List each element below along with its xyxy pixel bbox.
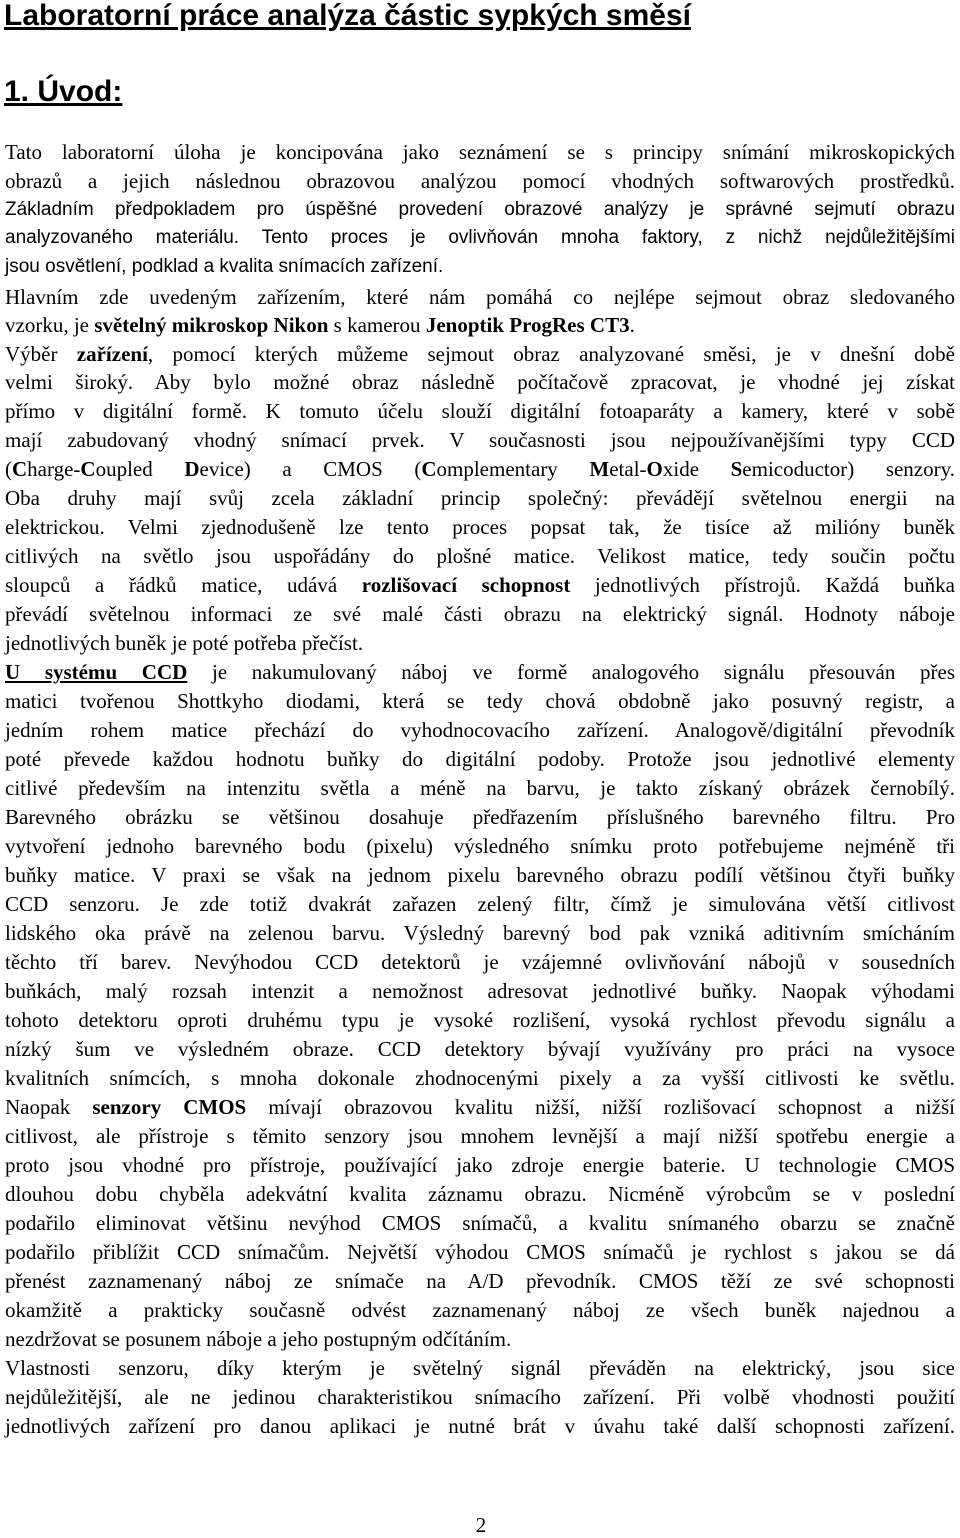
text-line: proto jsou vhodné pro přístroje, používající jako zdroje energie baterie. U technologie CMOS: [5, 1153, 955, 1177]
section-title: Úvod:: [37, 75, 123, 108]
section-heading: [4, 74, 122, 110]
emphasis-text: C: [80, 457, 96, 481]
text-line: podařilo eliminovat většinu nevýhod CMOS snímačů, a kvalitu snímaného obarzu se značně: [5, 1211, 955, 1235]
text-span: sloupců a řádků matice, udává: [5, 573, 338, 597]
text-line: obrazů a jejich následnou obrazovou analýzou pomocí vhodných softwarových prostředků.: [5, 169, 955, 193]
text-line: buňkách, malý rozsah intenzit a nemožnost adresovat jednotlivé buňky. Naopak výhodami: [5, 979, 955, 1003]
text-line: CCD senzoru. Je zde totiž dvakrát zařazen zelený filtr, čímž je simulována větší citlivost: [5, 892, 955, 916]
emphasis-text: S: [730, 457, 743, 481]
text-line: [5, 223, 955, 252]
text-span: xide: [662, 457, 731, 481]
text-span: harge-: [27, 457, 81, 481]
text-line: [5, 658, 955, 687]
text-line: citlivých na světlo jsou uspořádány do plošné matice. Velikost matice, tedy součin počtu: [5, 544, 955, 568]
text-span: s kamerou: [333, 313, 421, 337]
text-line: [5, 311, 955, 340]
emphasis-text: O: [646, 457, 663, 481]
text-line: jednotlivých buněk je poté potřeba přečíst.: [5, 631, 364, 655]
text-span: .: [629, 313, 635, 337]
text-span: Výběr: [5, 342, 58, 366]
text-span: je nakumulovaný náboj ve formě analogového signálu přesouván přes: [211, 660, 955, 684]
text-span: , pomocí kterých můžeme sejmout obraz analyzované směsi, je v dnešní době: [147, 342, 955, 366]
text-line: citlivé především na intenzitu světla a méně na barvu, je takto získaný obrázek černobílý.: [5, 776, 955, 800]
text-line: jednotlivých zařízení pro danou aplikaci je nutné brát v úvahu také další schopnosti zařízení.: [5, 1414, 955, 1438]
text-line: přímo v digitální formě. K tomuto účelu slouží digitální fotoaparáty a kamery, které v sobě: [5, 399, 955, 423]
page-number: 2: [475, 1513, 487, 1537]
text-line: vytvoření jednoho barevného bodu (pixelu) výsledného snímku proto potřebujeme nejméně tři: [5, 834, 955, 858]
text-line: okamžitě a prakticky současně odvést zaznamenaný náboj ze všech buněk najednou a: [5, 1298, 955, 1322]
emphasis-text: M: [589, 457, 610, 481]
text-line: poté převede každou hodnotu buňky do digitální podoby. Protože jsou jednotlivé elementy: [5, 747, 955, 771]
text-line: [5, 1093, 955, 1122]
text-line: [5, 571, 955, 600]
emphasis-text: C: [421, 457, 437, 481]
text-line: podařilo přiblížit CCD snímačům. Největší výhodou CMOS snímačů je rychlost s jakou se dá: [5, 1240, 955, 1264]
text-line: [5, 455, 955, 484]
text-line: Základním předpokladem pro úspěšné provedení obrazové analýzy je správné sejmutí obrazu: [5, 199, 955, 220]
text-span: emicoductor) senzory.: [742, 457, 956, 481]
text-line: Vlastnosti senzoru, díky kterým je světelný signál převáděn na elektrický, jsou sice: [5, 1356, 955, 1380]
text-line: jedním rohem matice přechází do vyhodnocovacího zařízení. Analogově/digitální převodník: [5, 718, 955, 742]
text-line: buňky matice. V praxi se však na jednom pixelu barevného obrazu podílí většinou čtyři buňky: [5, 863, 955, 887]
text-span: Tento proces je ovlivňován mnoha faktory, z nichž nejdůležitějšími: [261, 227, 955, 248]
text-line: přenést zaznamenaný náboj ze snímače na A/D převodník. CMOS těží ze své schopnosti: [5, 1269, 955, 1293]
text-span: velmi široký.: [5, 370, 134, 394]
text-span: etal-: [609, 457, 647, 481]
text-line: nízký šum ve výsledném obraze. CCD detektory bývají využívány pro práci na vysoce: [5, 1037, 955, 1061]
text-line: [5, 340, 955, 369]
text-span: Aby bylo možné obraz následně počítačově zpracovat, je vhodné jej získat: [154, 370, 956, 394]
text-span: Naopak: [5, 1095, 71, 1119]
text-span: analyzovaného materiálu.: [5, 227, 240, 248]
text-line: tohoto detektoru oproti druhému typu je vysoké rozlišení, vysoká rychlost převodu signálu a: [5, 1008, 955, 1032]
text-span: mívají obrazovou kvalitu nižší, nižší rozlišovací schopnost a nižší: [268, 1095, 956, 1119]
emphasis-text: světelný mikroskop Nikon: [94, 313, 329, 337]
text-line: těchto tří barev. Nevýhodou CCD detektorů je vzájemné ovlivňování nábojů v sousedních: [5, 950, 955, 974]
text-line: kvalitních snímcích, s mnoha dokonale zhodnocenými pixely a za vyšší citlivosti ke světlu.: [5, 1066, 955, 1090]
text-line: Hlavním zde uvedeným zařízením, které nám pomáhá co nejlépe sejmout obraz sledovaného: [5, 285, 955, 309]
emphasis-text: zařízení: [76, 342, 148, 366]
text-line: dlouhou dobu chyběla adekvátní kvalita záznamu obrazu. Nicméně výrobcům se v poslední: [5, 1182, 955, 1206]
text-line: nezdržovat se posunem náboje a jeho postupným odčítáním.: [5, 1327, 512, 1351]
text-line: Oba druhy mají svůj zcela základní princip společný: převádějí světelnou energii na: [5, 486, 955, 510]
emphasis-text: senzory CMOS: [92, 1095, 247, 1119]
emphasis-text: D: [184, 457, 200, 481]
text-line: převádí světelnou informaci ze své malé části obrazu na elektrický signál. Hodnoty náboje: [5, 602, 955, 626]
text-span: jednotlivých přístrojů. Každá buňka: [594, 573, 956, 597]
emphasis-text: C: [12, 457, 28, 481]
text-line: matici tvořenou Shottkyho diodami, která se tedy chová obdobně jako posuvný registr, a: [5, 689, 955, 713]
text-span: oupled: [95, 457, 185, 481]
text-span: omplementary: [436, 457, 590, 481]
emphasis-text: rozlišovací schopnost: [361, 573, 571, 597]
text-line: elektrickou. Velmi zjednodušeně lze tento proces popsat tak, že tisíce až milióny buněk: [5, 515, 955, 539]
text-line: [5, 368, 955, 397]
text-line: mají zabudovaný vhodný snímací prvek. V současnosti jsou nejpoužívanějšími typy CCD: [5, 428, 955, 452]
text-line: nejdůležitější, ale ne jedinou charakteristikou snímacího zařízení. Při volbě vhodnosti použití: [5, 1385, 955, 1409]
text-span: (: [5, 457, 12, 481]
section-number: 1.: [4, 75, 30, 108]
text-line: Barevného obrázku se většinou dosahuje předřazením příslušného barevného filtru. Pro: [5, 805, 955, 829]
text-line: jsou osvětlení, podklad a kvalita snímacích zařízení.: [5, 256, 444, 277]
text-line: citlivost, ale přístroje s těmito senzory jsou mnohem levnější a mají nižší spotřebu energie a: [5, 1124, 955, 1148]
emphasis-text: U systému CCD: [5, 660, 188, 684]
text-span: vzorku, je: [5, 313, 89, 337]
text-line: Tato laboratorní úloha je koncipována jako seznámení se s principy snímání mikroskopických: [5, 140, 955, 164]
text-span: evice) a CMOS (: [199, 457, 422, 481]
document-title: Laboratorní práce analýza částic sypkých směsí: [4, 0, 691, 32]
emphasis-text: Jenoptik ProgRes CT3: [425, 313, 630, 337]
text-line: lidského oka právě na zelenou barvu. Výsledný barevný bod pak vzniká aditivním smícháním: [5, 921, 955, 945]
